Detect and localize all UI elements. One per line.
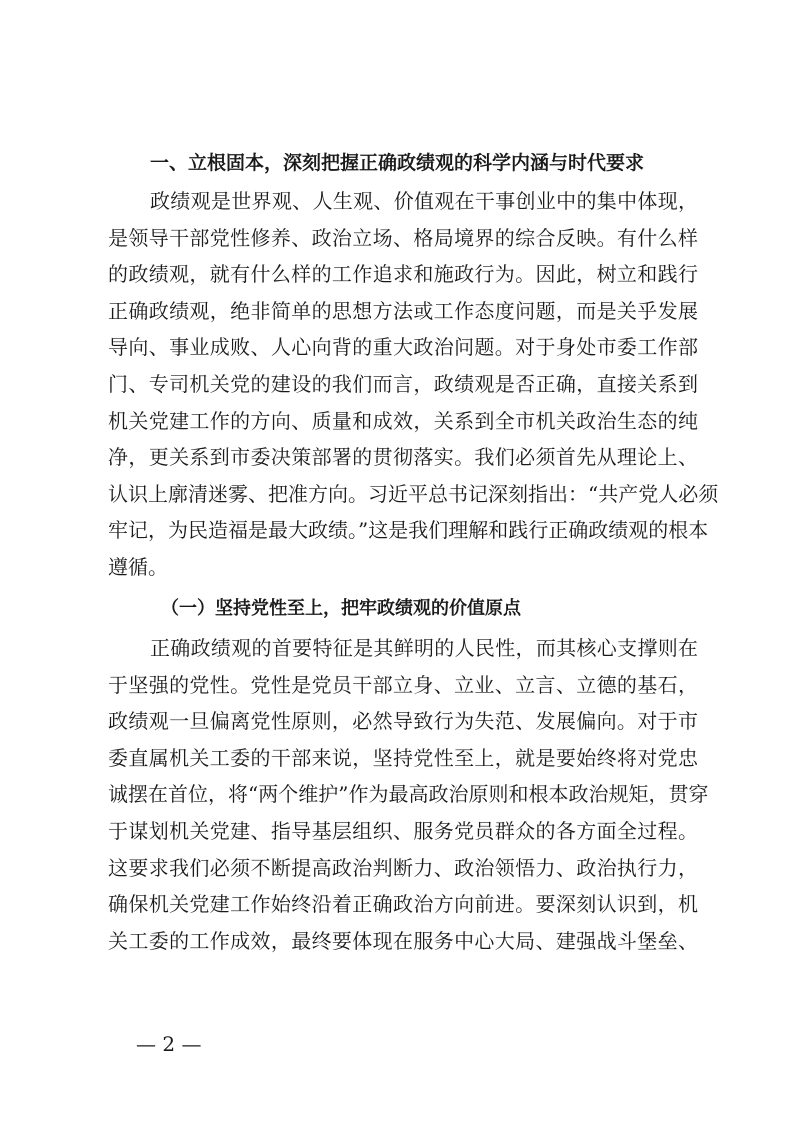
paragraph-2	[108, 630, 709, 959]
paragraph-line: 正确政绩观的首要特征是其鲜明的人民性，而其核心支撑则在	[150, 636, 698, 660]
paragraph-line: 关工委的工作成效，最终要体现在服务中心大局、建强战斗堡垒、	[108, 928, 698, 953]
paragraph-line: 正确政绩观，绝非简单的思想方法或工作态度问题，而是关乎发展	[108, 298, 698, 323]
paragraph-1	[108, 183, 719, 586]
paragraph-line: 委直属机关工委的干部来说，坚持党性至上，就是要始终将对党忠	[108, 745, 698, 770]
subsection-heading: （一）坚持党性至上，把牢政绩观的价值原点	[161, 598, 521, 619]
paragraph-line: 是领导干部党性修养、政治立场、格局境界的综合反映。有什么样	[108, 225, 698, 250]
paragraph-line: 这要求我们必须不断提高政治判断力、政治领悟力、政治执行力，	[108, 855, 698, 880]
paragraph-line: 遵循。	[108, 554, 168, 579]
paragraph-line: 机关党建工作的方向、质量和成效，关系到全市机关政治生态的纯	[108, 408, 698, 433]
paragraph-line: 牢记，为民造福是最大政绩。”这是我们理解和践行正确政绩观的根本	[108, 518, 709, 543]
paragraph-line: 于谋划机关党建、指导基层组织、服务党员群众的各方面全过程。	[108, 818, 698, 843]
paragraph-line: 导向、事业成败、人心向背的重大政治问题。对于身处市委工作部	[108, 335, 698, 360]
paragraph-line: 认识上廓清迷雾、把准方向。习近平总书记深刻指出：“共产党人必须	[108, 481, 719, 506]
paragraph-line: 于坚强的党性。党性是党员干部立身、立业、立言、立德的基石，	[108, 672, 698, 697]
paragraph-line: 净，更关系到市委决策部署的贯彻落实。我们必须首先从理论上、	[108, 445, 698, 470]
page-number: — 2 —	[136, 1032, 202, 1056]
paragraph-line: 政绩观是世界观、人生观、价值观在干事创业中的集中体现，	[150, 189, 698, 213]
section-heading: 一、立根固本，深刻把握正确政绩观的科学内涵与时代要求	[150, 152, 645, 174]
paragraph-line: 诚摆在首位，将“两个维护”作为最高政治原则和根本政治规矩，贯穿	[108, 782, 709, 807]
paragraph-line: 的政绩观，就有什么样的工作追求和施政行为。因此，树立和践行	[108, 262, 698, 287]
paragraph-line: 政绩观一旦偏离党性原则，必然导致行为失范、发展偏向。对于市	[108, 709, 698, 734]
paragraph-line: 确保机关党建工作始终沿着正确政治方向前进。要深刻认识到，机	[108, 892, 698, 917]
paragraph-line: 门、专司机关党的建设的我们而言，政绩观是否正确，直接关系到	[108, 371, 698, 396]
